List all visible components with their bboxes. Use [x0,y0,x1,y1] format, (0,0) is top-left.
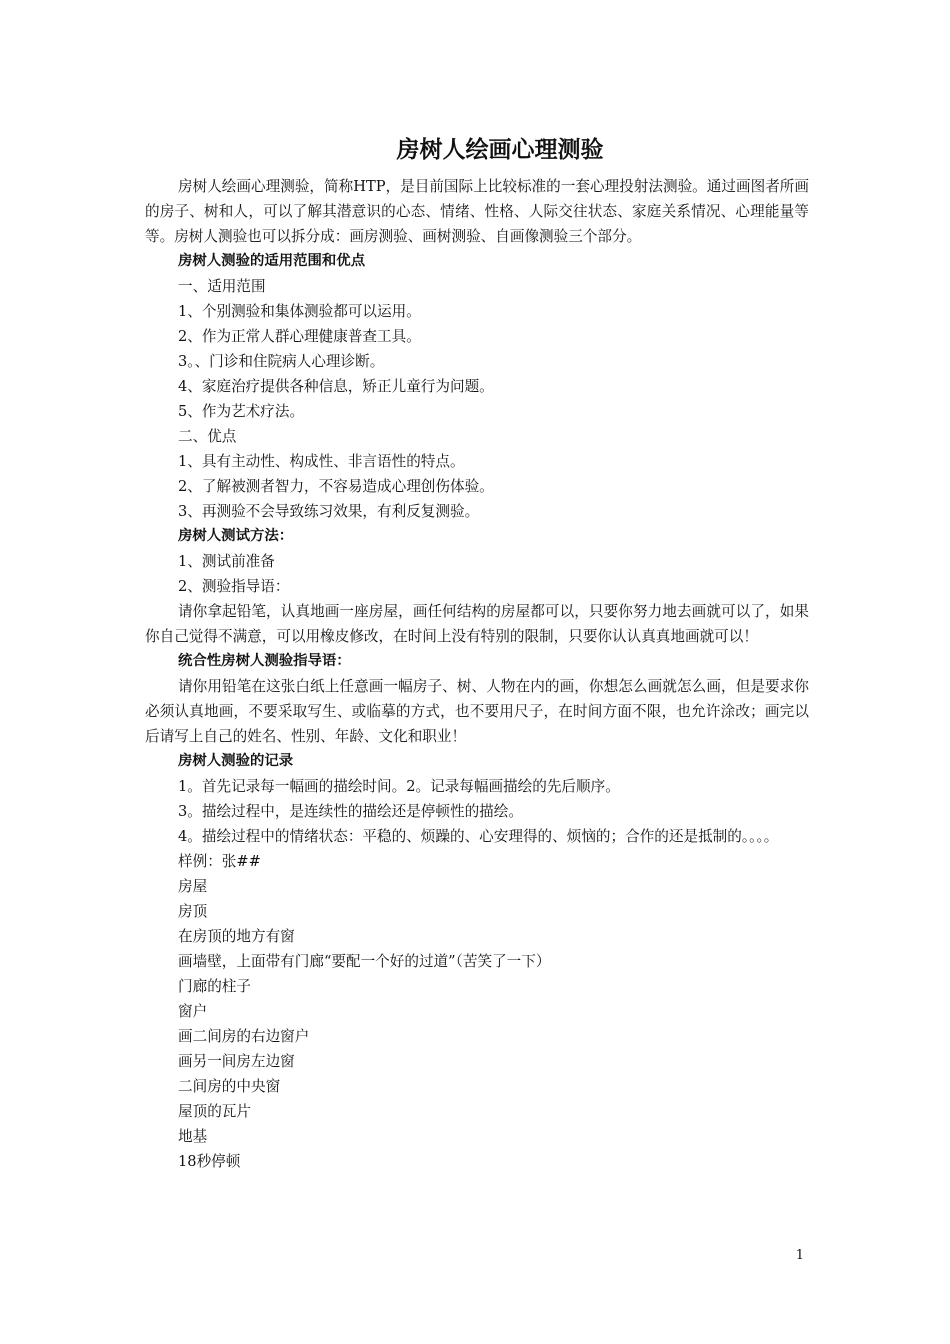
text-line: 房屋 [178,878,208,895]
section-heading: 房树人测验的适用范围和优点 [178,253,366,269]
section-heading: 房树人测试方法： [178,528,294,544]
list-item: 3。描绘过程中，是连续性的描绘还是停顿性的描绘。 [178,803,523,820]
text-line: 窗户 [178,1003,208,1020]
intro-paragraph: 房树人绘画心理测验，简称HTP，是目前国际上比较标准的一套心理投射法测验。通过画图者所画的房子、树和人，可以了解其潜意识的心态、情绪、性格、人际交往状态、家庭关系情况、心理能量等等。房树人测验也可以拆分成：画房测验、画树测验、自画像测验三个部分。 [145,178,809,245]
text-line: 二、优点 [178,428,237,445]
text-line: 门廊的柱子 [178,978,251,995]
text-line: 画墙壁，上面带有门廊“要配一个好的过道”（苦笑了一下） [178,953,551,970]
text-line: 一、适用范围 [178,278,266,295]
page-number: 1 [795,1248,804,1263]
list-item: 2、了解被测者智力，不容易造成心理创伤体验。 [178,478,494,495]
list-item: 2、测验指导语： [178,578,290,595]
instruction-paragraph: 请你拿起铅笔，认真地画一座房屋，画任何结构的房屋都可以，只要你努力地去画就可以了，如果你自己觉得不满意，可以用橡皮修改，在时间上没有特别的限制，只要你认认真真地画就可以！ [145,603,809,645]
text-line: 画二间房的右边窗户 [178,1028,310,1045]
page-title: 房树人绘画心理测验 [396,137,604,163]
list-item: 1、个别测验和集体测验都可以运用。 [178,303,421,320]
text-line: 房顶 [178,903,208,920]
text-line: 二间房的中央窗 [178,1078,281,1095]
list-item: 1、测试前准备 [178,553,275,570]
instruction-paragraph: 请你用铅笔在这张白纸上任意画一幅房子、树、人物在内的画，你想怎么画就怎么画，但是要求你必须认真地画，不要采取写生、或临摹的方式，也不要用尺子，在时间方面不限，也允许涂改；画完以后请写上自己的姓名、性别、年龄、文化和职业！ [145,678,809,745]
list-item: 5、作为艺术疗法。 [178,403,305,420]
document-body [145,174,809,1174]
list-item: 3、再测验不会导致练习效果，有利反复测验。 [178,503,480,520]
text-line: 地基 [178,1128,208,1145]
text-line: 在房顶的地方有窗 [178,928,295,945]
text-line: 18秒停顿 [178,1153,241,1170]
list-item: 3。、门诊和住院病人心理诊断。 [178,353,385,370]
text-line: 屋顶的瓦片 [178,1103,251,1120]
text-line: 画另一间房左边窗 [178,1053,295,1070]
text-line: 样例：张## [178,853,261,870]
list-item: 4、家庭治疗提供各种信息，矫正儿童行为问题。 [178,378,494,395]
list-item: 1、具有主动性、构成性、非言语性的特点。 [178,453,465,470]
list-item: 1。首先记录每一幅画的描绘时间。2。记录每幅画描绘的先后顺序。 [178,778,620,795]
list-item: 4。描绘过程中的情绪状态：平稳的、烦躁的、心安理得的、烦恼的；合作的还是抵制的。。。。 [178,828,779,845]
list-item: 2、作为正常人群心理健康普查工具。 [178,328,421,345]
section-heading: 房树人测验的记录 [178,753,294,769]
section-heading: 统合性房树人测验指导语： [178,653,351,669]
